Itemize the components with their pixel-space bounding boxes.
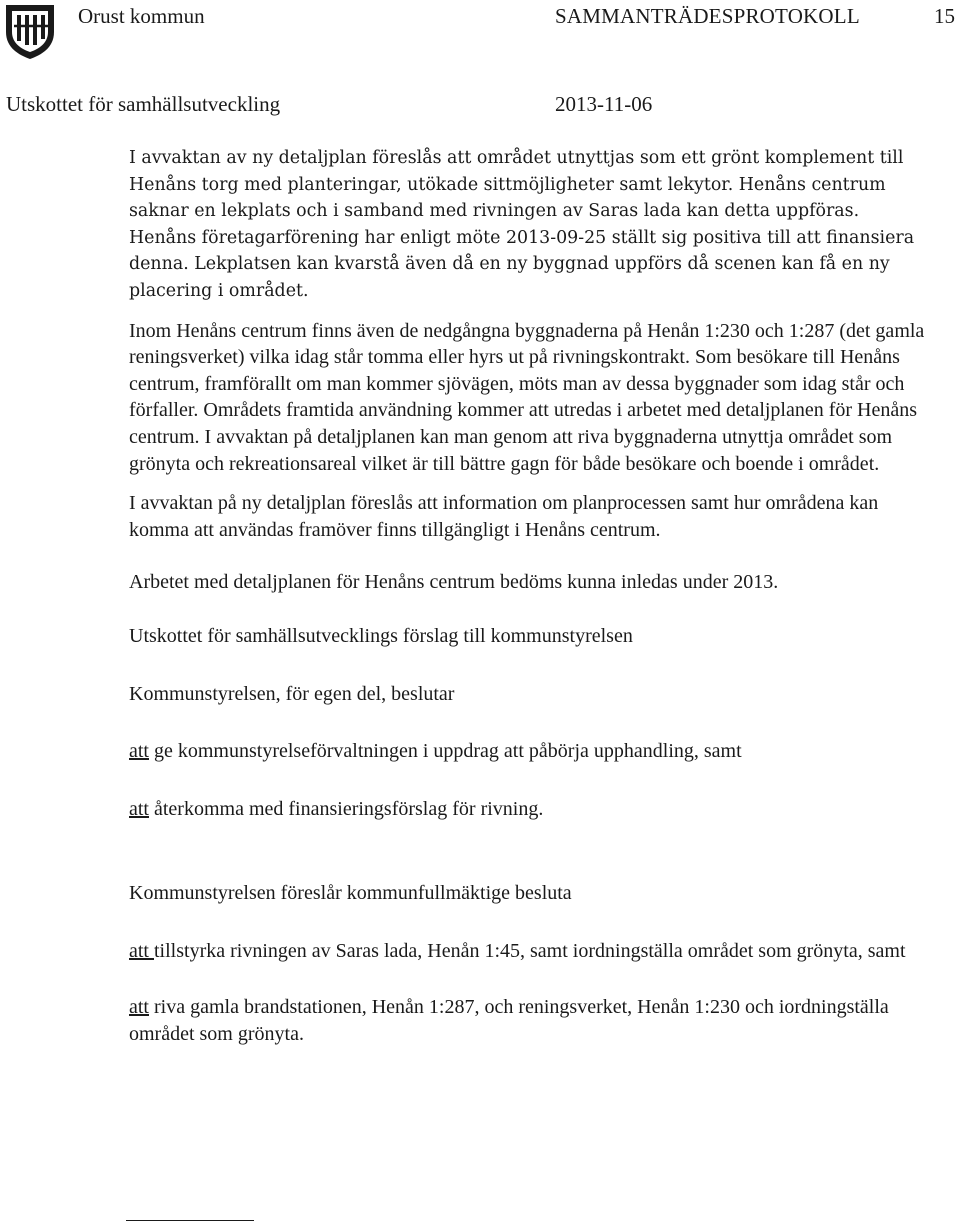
council-item-text: riva gamla brandstationen, Henån 1:287, och reningsverket, Henån 1:230 och iordningställa området som grönyta. (129, 996, 889, 1046)
paragraph-schedule: Arbetet med detaljplanen för Henåns centrum bedöms kunna inledas under 2013. (129, 571, 779, 594)
proposal-heading: Utskottet för samhällsutvecklings förslag till kommunstyrelsen (129, 624, 633, 647)
signature-line (126, 1220, 254, 1221)
paragraph-buildings: Inom Henåns centrum finns även de nedgångna byggnaderna på Henån 1:230 och 1:287 (det gamla reningsverket) vilka idag står tomma eller hyrs ut på rivningskontrakt. Som besökare till Henåns centrum, framförallt om man kommer sjövägen, möts man av dessa byggnader som idag står och förfaller. Områdets framtida användning kommer att utredas i arbetet med detaljplanen för Henåns centrum. I avvaktan på detaljplanen kan man genom att riva byggnaderna utnyttja området som grönyta och rekreationsareal vilket är till bättre gagn för både besökare och boende i området. (129, 319, 925, 475)
decision-item-text: ge kommunstyrelseförvaltningen i uppdrag att påbörja upphandling, samt (149, 740, 742, 763)
att-keyword: att (129, 740, 149, 763)
municipality-name: Orust kommun (78, 4, 205, 28)
document-type: SAMMANTRÄDESPROTOKOLL (555, 4, 860, 28)
att-keyword: att (129, 996, 149, 1019)
decision-item-2 (129, 796, 929, 823)
committee-name: Utskottet för samhällsutveckling (6, 92, 281, 116)
att-keyword: att (129, 939, 154, 962)
decision-item-text: återkomma med finansieringsförslag för rivning. (149, 797, 544, 820)
council-item-text: tillstyrka rivningen av Saras lada, Henån 1:45, samt iordningställa området som grönyta, samt (154, 939, 906, 962)
council-item-1 (129, 938, 929, 965)
decision-heading: Kommunstyrelsen, för egen del, beslutar (129, 682, 455, 705)
municipal-coat-of-arms-icon (3, 2, 57, 60)
page-number: 15 (934, 4, 955, 28)
council-proposal-heading: Kommunstyrelsen föreslår kommunfullmäktige besluta (129, 882, 572, 905)
att-keyword: att (129, 797, 149, 820)
document-body (129, 145, 929, 1048)
decision-item-1 (129, 738, 929, 765)
paragraph-playground: I avvaktan av ny detaljplan föreslås att området utnyttjas som ett grönt komplement till Henåns torg med planteringar, utökade sittmöjligheter samt lekytor. Henåns centrum saknar en lekplats och i samband med rivningen av Saras lada kan detta uppföras. Henåns företagarförening har enligt möte 2013-09-25 ställt sig positiva till att finansiera denna. Lekplatsen kan kvarstå även då en ny byggnad uppförs då scenen kan få en ny placering i området. (129, 148, 915, 301)
council-item-2 (129, 994, 929, 1047)
paragraph-information: I avvaktan på ny detaljplan föreslås att information om planprocessen samt hur områdena kan komma att användas framöver finns tillgängligt i Henåns centrum. (129, 492, 879, 541)
meeting-date: 2013-11-06 (555, 92, 653, 116)
